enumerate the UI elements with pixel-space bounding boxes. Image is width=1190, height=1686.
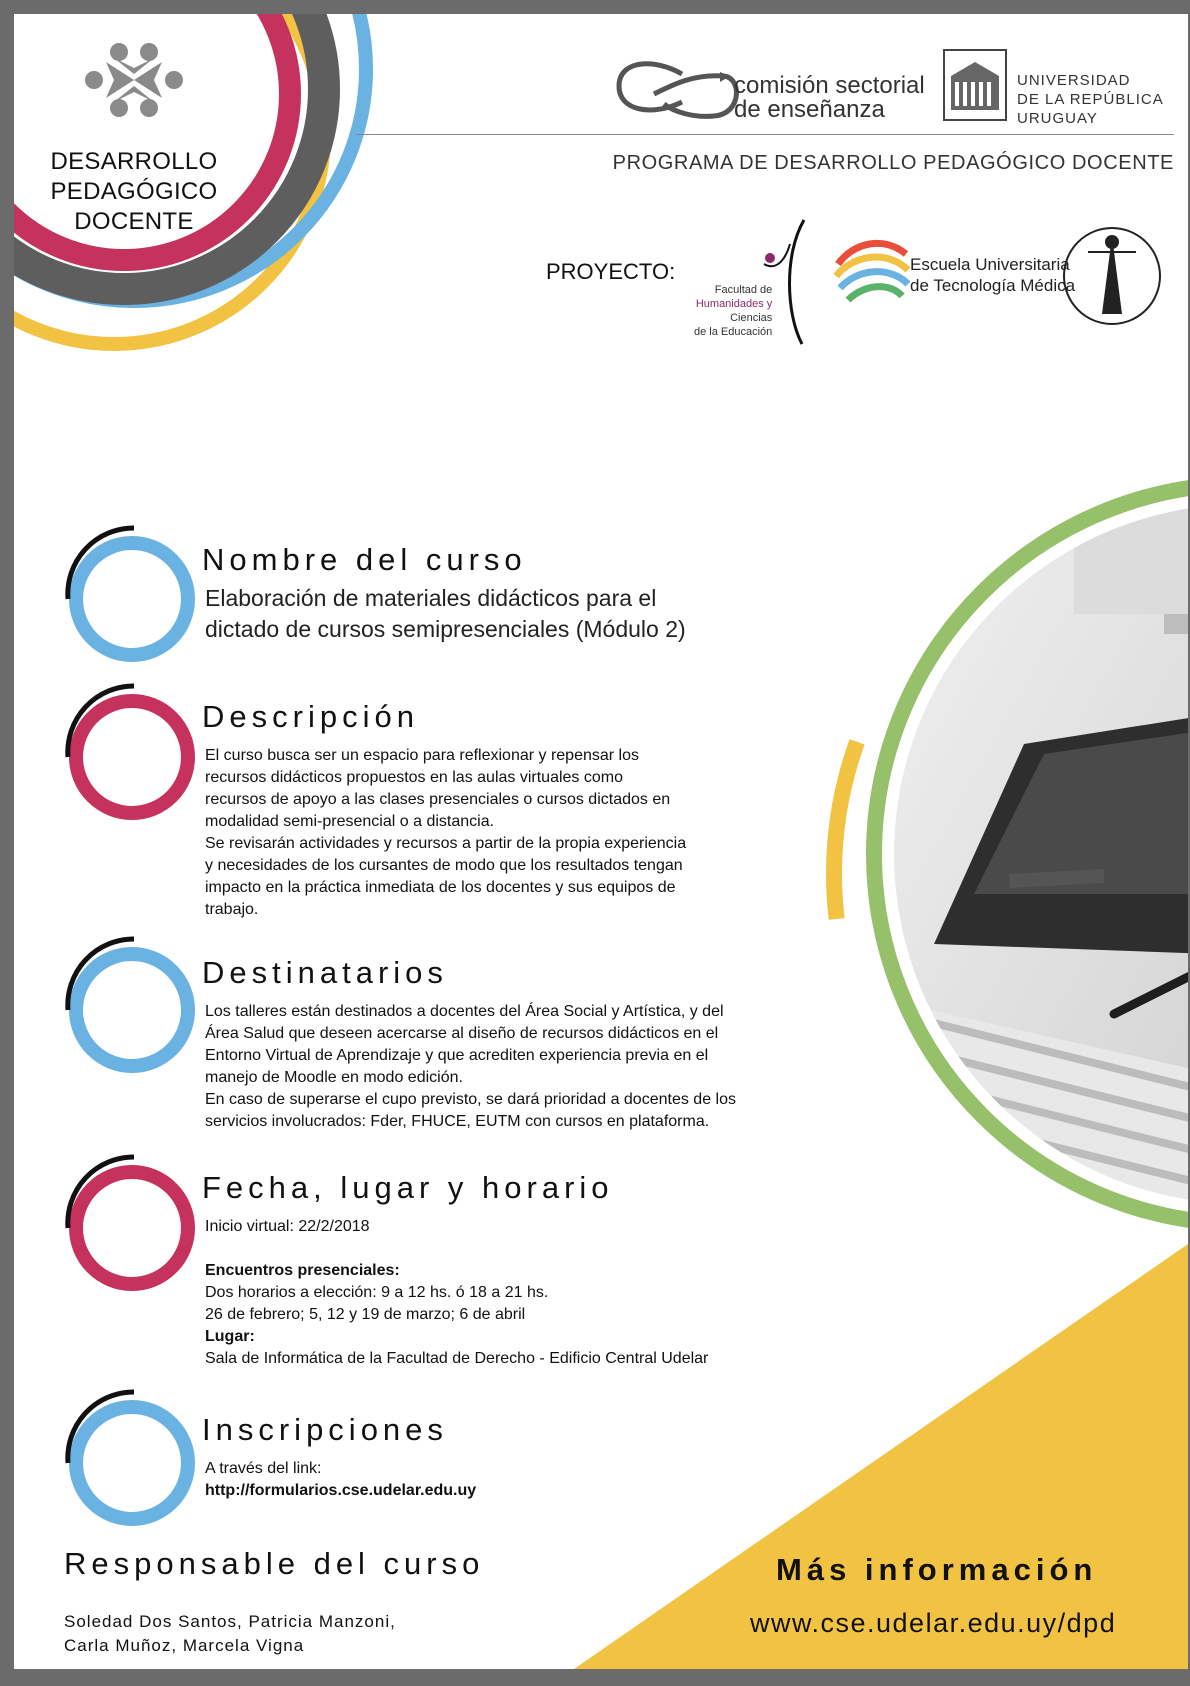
proyecto-label: PROYECTO: bbox=[546, 259, 676, 284]
inscripciones-heading: Inscripciones bbox=[202, 1412, 448, 1447]
fecha-heading: Fecha, lugar y horario bbox=[202, 1170, 614, 1205]
destinatarios-heading: Destinatarios bbox=[202, 955, 448, 990]
fecha-body bbox=[205, 1216, 865, 1370]
fecha-inicio: Inicio virtual: 22/2/2018 bbox=[205, 1218, 370, 1235]
flyer-page bbox=[14, 14, 1188, 1669]
cse-logo-icon bbox=[619, 64, 736, 117]
section-ring-inscripciones bbox=[68, 1392, 188, 1519]
mas-info-url[interactable]: www.cse.udelar.edu.uy/dpd bbox=[750, 1608, 1117, 1638]
responsable-names: Soledad Dos Santos, Patricia Manzoni, Carla Muñoz, Marcela Vigna bbox=[64, 1612, 396, 1655]
eutm-logo-text: Escuela Universitaria de Tecnología Médica bbox=[910, 255, 1076, 295]
udelar-building-icon bbox=[944, 50, 1006, 120]
destinatarios-body: Los talleres están destinados a docentes del Área Social y Artística, y del Área Salud que deseen acercarse al diseño de recursos didácticos en el Entorno Virtual de Aprendizaje y que acrediten experiencia previa en el manejo de Moodle en modo edición. En caso de superarse el cupo previsto, se dará prioridad a docentes de los servicios involucrados: Fder, FHUCE, EUTM con cursos en plataforma. bbox=[205, 1003, 736, 1130]
section-ring-nombre bbox=[68, 528, 188, 655]
fecha-lugar: Sala de Informática de la Facultad de Derecho - Edificio Central Udelar bbox=[205, 1350, 709, 1367]
udelar-logo-text: UNIVERSIDAD DE LA REPÚBLICA URUGUAY bbox=[1017, 72, 1164, 127]
section-ring-fecha bbox=[68, 1157, 188, 1284]
dpd-logo-icon bbox=[85, 43, 183, 117]
nombre-heading: Nombre del curso bbox=[202, 542, 527, 577]
header-divider bbox=[356, 134, 1174, 135]
inscripciones-body bbox=[205, 1458, 845, 1502]
descripcion-heading: Descripción bbox=[202, 699, 419, 734]
mas-info-heading: Más información bbox=[776, 1552, 1098, 1587]
desk-photo bbox=[874, 484, 1188, 1214]
responsable-heading: Responsable del curso bbox=[64, 1546, 485, 1581]
section-ring-destinatarios bbox=[68, 939, 188, 1066]
fecha-lugar-label: Lugar: bbox=[205, 1328, 255, 1345]
fecha-fechas: 26 de febrero; 5, 12 y 19 de marzo; 6 de abril bbox=[205, 1306, 526, 1323]
programa-title: PROGRAMA DE DESARROLLO PEDAGÓGICO DOCENTE bbox=[612, 152, 1174, 174]
nombre-course-title: Elaboración de materiales didácticos para el dictado de cursos semipresenciales (Módulo 2) bbox=[205, 585, 686, 642]
dpd-logo-title: DESARROLLO PEDAGÓGICO DOCENTE bbox=[50, 148, 218, 235]
inscripciones-link[interactable]: http://formularios.cse.udelar.edu.uy bbox=[205, 1482, 477, 1499]
descripcion-body: El curso busca ser un espacio para reflexionar y repensar los recursos didácticos propuestos en las aulas virtuales como recursos de apoyo a las clases presenciales o cursos dictados en modalidad semi-presencial o a distancia. Se revisarán actividades y recursos a partir de la propia experiencia y necesidades de los cursantes de modo que los resultados tengan impacto en la práctica inmediata de los docentes y sus equipos de trabajo. bbox=[205, 747, 687, 918]
fhuce-logo-text: Facultad de Humanidades y Ciencias de la Educación bbox=[694, 284, 773, 338]
fder-seal-icon bbox=[1064, 228, 1160, 324]
fecha-horarios: Dos horarios a elección: 9 a 12 hs. ó 18 a 21 hs. bbox=[205, 1284, 549, 1301]
eutm-logo-icon bbox=[836, 238, 908, 310]
section-ring-descripcion bbox=[68, 686, 188, 813]
fecha-encuentros-label: Encuentros presenciales: bbox=[205, 1262, 400, 1279]
cse-logo-text: comisión sectorial de enseñanza bbox=[734, 72, 925, 123]
inscripciones-intro: A través del link: bbox=[205, 1460, 322, 1477]
